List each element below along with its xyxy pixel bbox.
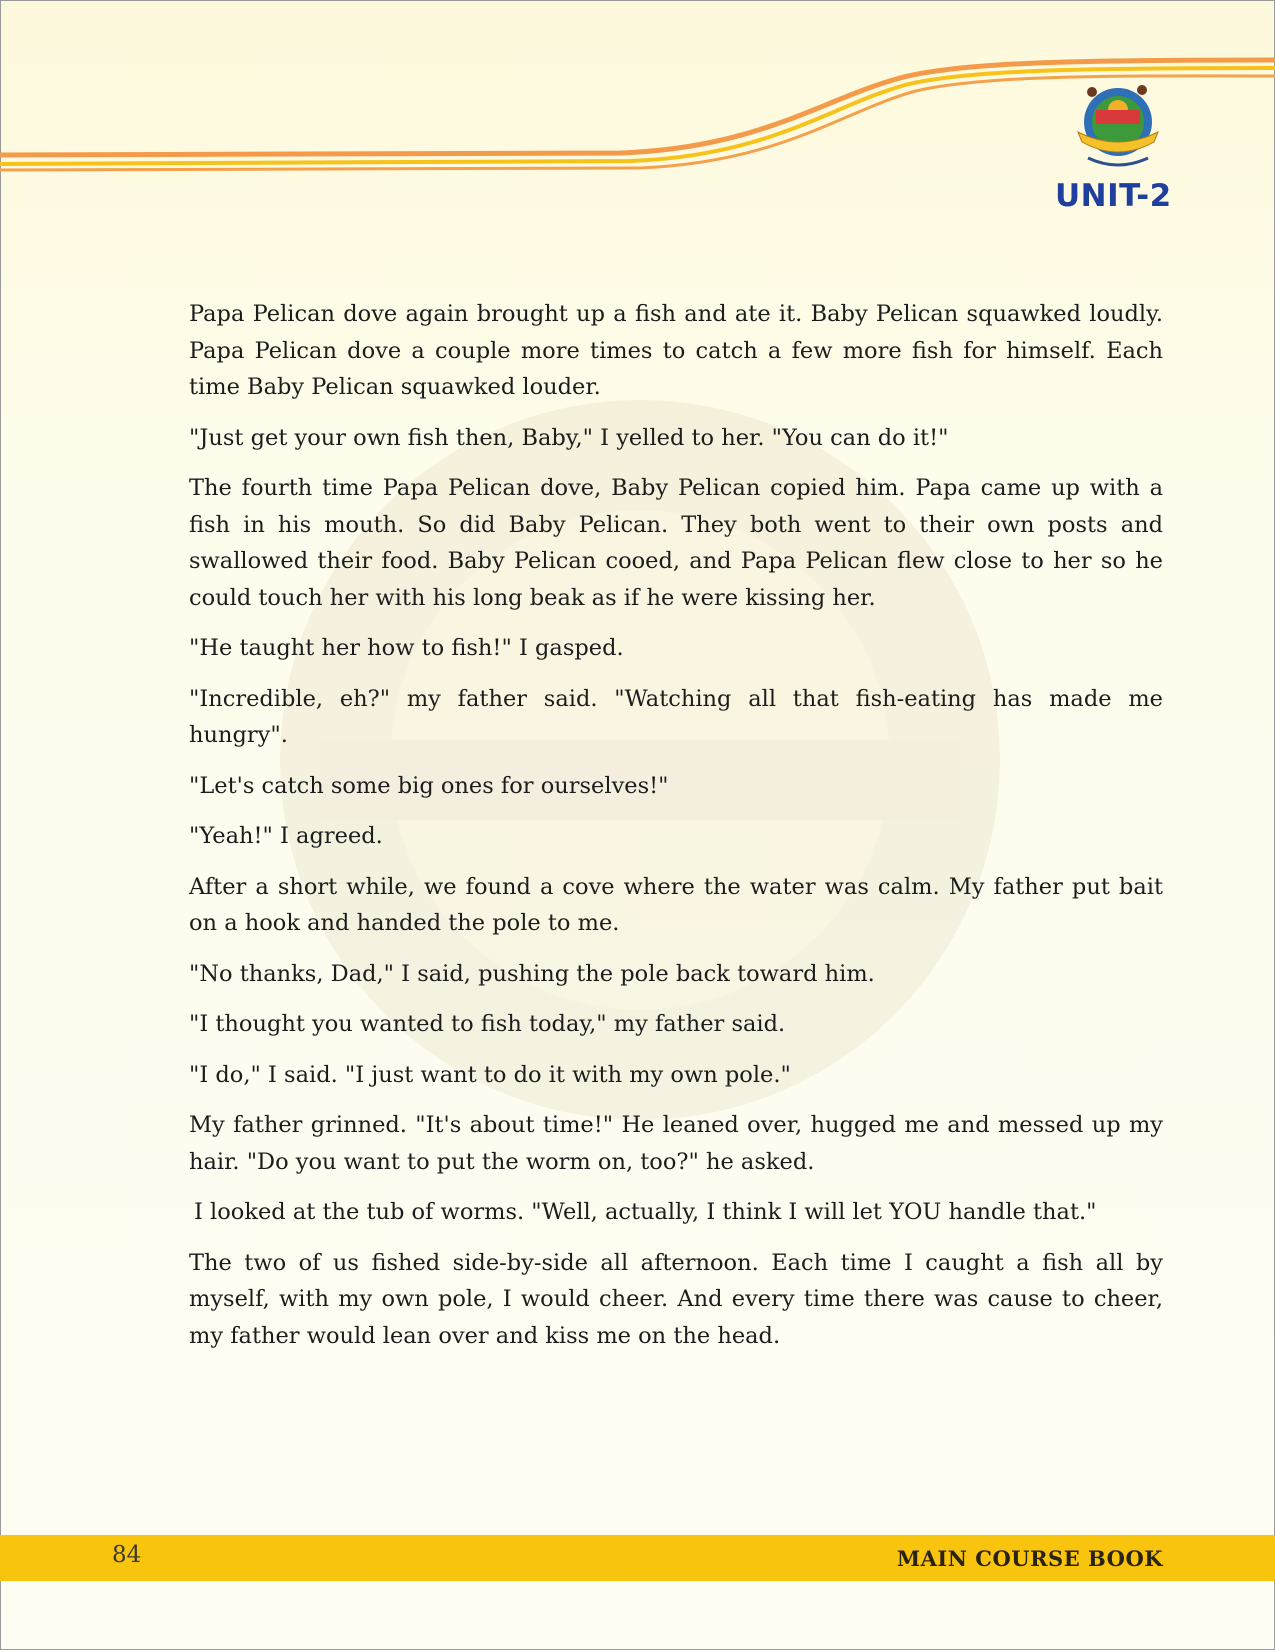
unit-logo-emblem: [1068, 80, 1168, 175]
paragraph: The two of us fished side-by-side all afternoon. Each time I caught a fish all by myself, with my own pole, I would cheer. And every time there was cause to cheer, my father would lean over and kiss me on the head.: [189, 1249, 1163, 1349]
paragraph: The fourth time Papa Pelican dove, Baby Pelican copied him. Papa came up with a fish in his mouth. So did Baby Pelican. They both went to their own posts and swallowed their food. Baby Pelican cooed, and Papa Pelican flew close to her so he could touch her with his long beak as if he were kissing her.: [189, 475, 1163, 611]
page-number: 84: [112, 1542, 142, 1568]
paragraph: "Just get your own fish then, Baby," I yelled to her. "You can do it!": [189, 424, 949, 451]
paragraph: I looked at the tub of worms. "Well, actually, I think I will let YOU handle that.": [194, 1199, 1097, 1225]
paragraph: "He taught her how to fish!" I gasped.: [189, 635, 624, 661]
paragraph: "Let's catch some big ones for ourselves!": [189, 772, 669, 799]
paragraph: "I thought you wanted to fish today," my father said.: [189, 1011, 786, 1037]
paragraph: After a short while, we found a cove where the water was calm. My father put bait on a hook and handed the pole to me.: [189, 873, 1163, 936]
story-text: [189, 296, 1163, 1368]
unit-label: UNIT-2: [1055, 178, 1172, 214]
paragraph: Papa Pelican dove again brought up a fish and ate it. Baby Pelican squawked loudly. Papa Pelican dove a couple more times to catch a few more fish for himself. Each time Baby Pelican squawked louder.: [189, 301, 1163, 400]
paragraph: My father grinned. "It's about time!" He leaned over, hugged me and messed up my hair. "Do you want to put the worm on, too?" he asked.: [189, 1112, 1163, 1175]
paragraph: "Yeah!" I agreed.: [189, 823, 383, 849]
paragraph: "I do," I said. "I just want to do it with my own pole.": [189, 1061, 791, 1088]
paragraph: "Incredible, eh?" my father said. "Watching all that fish-eating has made me hungry".: [189, 685, 1163, 748]
paragraph: "No thanks, Dad," I said, pushing the pole back toward him.: [189, 960, 875, 987]
book-title: MAIN COURSE BOOK: [896, 1546, 1163, 1571]
